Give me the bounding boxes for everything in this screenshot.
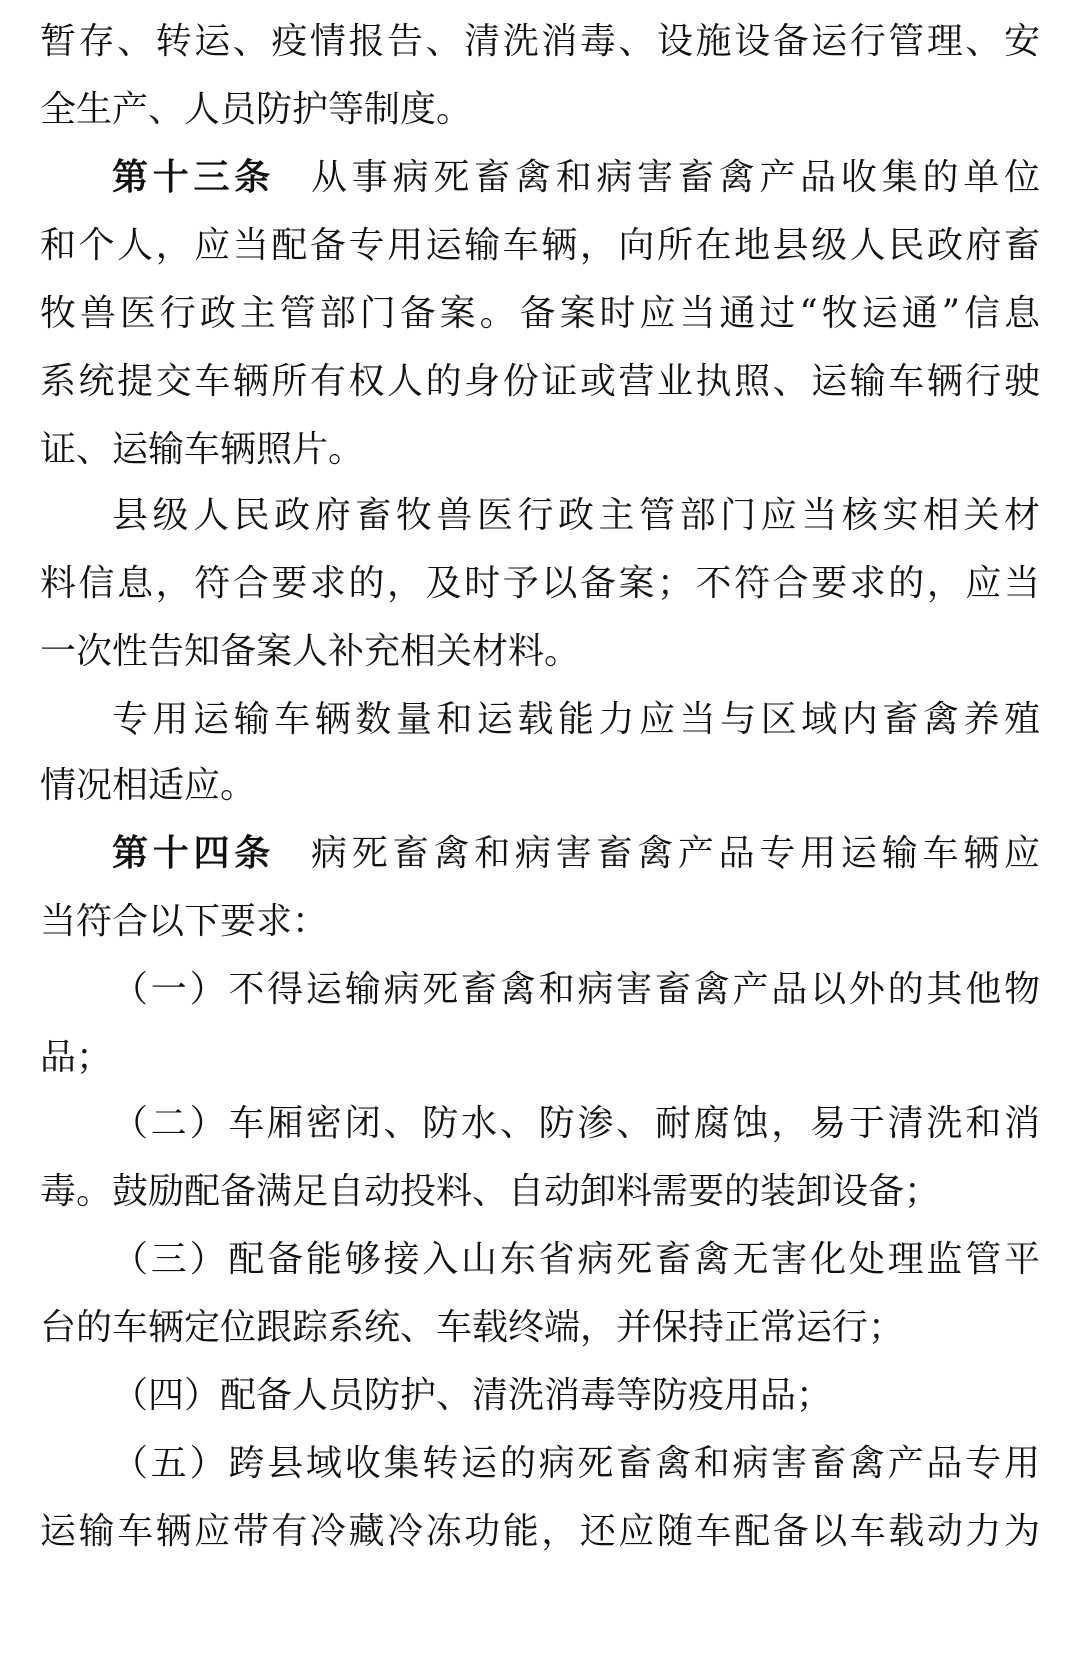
text-line (40, 624, 580, 680)
text-line (112, 692, 1040, 748)
line-text: （二）车厢密闭、防水、防渗、耐腐蚀，易于清洗和消 (112, 1103, 1040, 1144)
article-14-first-line (112, 826, 1040, 882)
text-line (40, 218, 1040, 274)
line-text: 从事病死畜禽和病害畜禽产品收集的单位 (311, 157, 1040, 198)
line-text: 证、运输车辆照片。 (40, 429, 365, 470)
text-line (40, 1030, 112, 1086)
line-text: 一次性告知备案人补充相关材料。 (40, 631, 581, 672)
line-text: 运输车辆应带有冷藏冷冻功能，还应随车配备以车载动力为 (40, 1511, 1040, 1552)
text-line (112, 1436, 1040, 1492)
text-line (112, 962, 1040, 1018)
line-text: （一）不得运输病死畜禽和病害畜禽产品以外的其他物 (112, 969, 1040, 1010)
line-text: （三）配备能够接入山东省病死畜禽无害化处理监管平 (112, 1239, 1040, 1280)
text-line (40, 1300, 904, 1356)
text-line (40, 14, 1040, 70)
text-line (112, 488, 1040, 544)
text-line (40, 894, 328, 950)
text-line (40, 1164, 940, 1220)
line-text: （四）配备人员防护、清洗消毒等防疫用品； (112, 1375, 833, 1416)
text-line (112, 1096, 1040, 1152)
text-line (40, 556, 1040, 612)
article-13-first-line (112, 150, 1040, 206)
article-13-title: 第十三条 (112, 157, 276, 198)
text-line (112, 1232, 1040, 1288)
text-line (40, 758, 256, 814)
article-14-title: 第十四条 (112, 833, 276, 874)
line-text: 台的车辆定位跟踪系统、车载终端，并保持正常运行； (40, 1307, 905, 1348)
line-text: 情况相适应。 (40, 765, 257, 806)
line-text: 专用运输车辆数量和运载能力应当与区域内畜禽养殖 (112, 699, 1040, 740)
line-text: 料信息，符合要求的，及时予以备案；不符合要求的，应当 (40, 563, 1040, 604)
line-text: 暂存、转运、疫情报告、清洗消毒、设施设备运行管理、安 (40, 21, 1040, 62)
text-line (112, 1368, 832, 1424)
line-text: 品； (40, 1037, 113, 1078)
line-text: 病死畜禽和病害畜禽产品专用运输车辆应 (311, 833, 1040, 874)
line-text: 牧兽医行政主管部门备案。备案时应当通过“牧运通”信息 (40, 293, 1040, 334)
text-line (40, 286, 1040, 342)
text-line (40, 422, 364, 478)
text-line (40, 354, 1040, 410)
line-text: 系统提交车辆所有权人的身份证或营业执照、运输车辆行驶 (40, 361, 1040, 402)
text-line (40, 1504, 1040, 1560)
line-text: 县级人民政府畜牧兽医行政主管部门应当核实相关材 (112, 495, 1040, 536)
text-line (40, 82, 472, 138)
document-page (40, 0, 1040, 1667)
line-text: 当符合以下要求： (40, 901, 329, 942)
line-text: 全生产、人员防护等制度。 (40, 89, 473, 130)
line-text: 和个人，应当配备专用运输车辆，向所在地县级人民政府畜 (40, 225, 1040, 266)
line-text: （五）跨县域收集转运的病死畜禽和病害畜禽产品专用 (112, 1443, 1040, 1484)
line-text: 毒。鼓励配备满足自动投料、自动卸料需要的装卸设备； (40, 1171, 941, 1212)
